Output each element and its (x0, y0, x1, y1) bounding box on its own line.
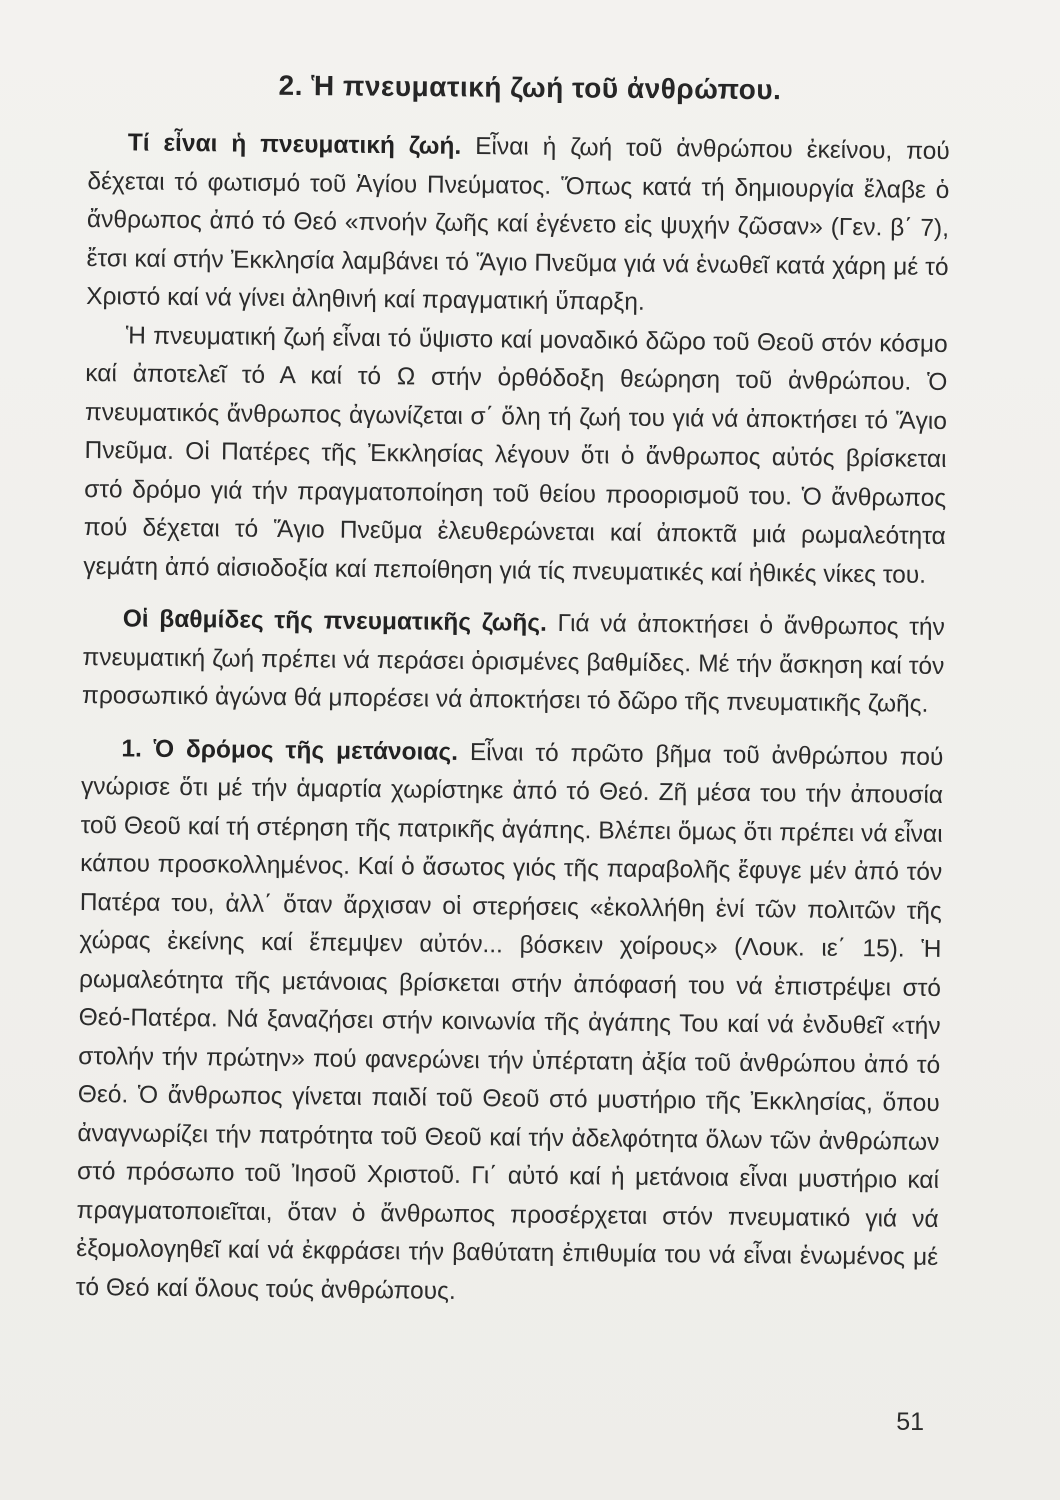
subheading-path-of-repentance: 1. Ὁ δρόμος τῆς μετάνοιας. (121, 734, 459, 766)
page-number: 51 (896, 1408, 924, 1436)
subheading-what-is-spiritual-life: Τί εἶναι ἡ πνευματική ζωή. (127, 129, 462, 160)
paragraph-text: Εἶναι ἡ ζωή τοῦ ἀνθρώπου ἐκείνου, πού δέχεται τό φωτισμό τοῦ Ἁγίου Πνεύματος. Ὅπως κατά τή δημιουργία ἔλαβε ὁ ἄνθρωπος ἀπό τό Θεό «πνοήν ζωῆς καί ἐγένετο εἰς ψυχήν ζῶσαν» (Γεν. β΄ 7), ἔτσι καί στήν Ἐκκλησία λαμβάνει τό Ἅγιο Πνεῦμα γιά νά ἑνωθεῖ κατά χάρη μέ τό Χριστό καί νά γίνει ἀληθινή καί πραγματική ὕπαρξη. (86, 133, 950, 316)
subheading-levels-of-spiritual-life: Οἱ βαθμίδες τῆς πνευματικῆς ζωῆς. (122, 605, 548, 637)
paragraph-spiritual-life-definition (86, 124, 950, 326)
paragraph-spiritual-life-gift: Ἡ πνευματική ζωή εἶναι τό ὕψιστο καί μοναδικό δῶρο τοῦ Θεοῦ στόν κόσμο καί ἀποτελεῖ τό Α καί τό Ω στήν ὀρθόδοξη θεώρηση τοῦ ἀνθρώπου. Ὁ πνευματικός ἄνθρωπος ἀγωνίζεται σ΄ ὅλη τή ζωή του γιά νά ἀποκτήσει τό Ἅγιο Πνεῦμα. Οἱ Πατέρες τῆς Ἐκκλησίας λέγουν ὅτι ὁ ἄνθρωπος αὐτός βρίσκεται στό δρόμο γιά τήν πραγματοποίηση τοῦ θείου προορισμοῦ του. Ὁ ἄνθρωπος πού δέχεται τό Ἅγιο Πνεῦμα ἐλευθερώνεται καί ἀποκτᾶ μιά ρωμαλεότητα γεμάτη ἀπό αἰσιοδοξία καί πεποίθηση γιά τίς πνευματικές καί ἠθικές νίκες του. (83, 321, 948, 589)
paragraph-text: Εἶναι τό πρῶτο βῆμα τοῦ ἀνθρώπου πού γνώρισε ὅτι μέ τήν ἁμαρτία χωρίστηκε ἀπό τό Θεό. Ζῆ μέσα του τήν ἀπουσία τοῦ Θεοῦ καί τή στέρηση τῆς πατρικῆς ἀγάπης. Βλέπει ὅμως ὅτι πρέπει νά εἶναι κάπου προσκολλημένος. Καί ὁ ἄσωτος γιός τῆς παραβολῆς ἔφυγε μέν ἀπό τόν Πατέρα του, ἀλλ΄ ὅταν ἄρχισαν οἱ στερήσεις «ἐκολλήθη ἑνί τῶν πολιτῶν τῆς χώρας ἐκείνης καί ἔπεμψεν αὐτόν... βόσκειν χοίρους» (Λουκ. ιε΄ 15). Ἡ ρωμαλεότητα τῆς μετάνοιας βρίσκεται στήν ἀπόφασή του νά ἐπιστρέψει στό Θεό-Πατέρα. Νά ξαναζήσει στήν κοινωνία τῆς ἀγάπης Του καί νά ἐνδυθεῖ «τήν στολήν τήν πρώτην» πού φανερώνει τήν ὑπέρτατη ἀξία τοῦ ἀνθρώπου ἀπό τό Θεό. Ὁ ἄνθρωπος γίνεται παιδί τοῦ Θεοῦ στό μυστήριο τῆς Ἐκκλησίας, ὅπου ἀναγνωρίζει τήν πατρότητα τοῦ Θεοῦ καί τήν ἀδελφότητα ὅλων τῶν ἀνθρώπων στό πρόσωπο τοῦ Ἰησοῦ Χριστοῦ. Γι΄ αὐτό καί ἡ μετάνοια εἶναι μυστήριο καί πραγματοποιεῖται, ὅταν ὁ ἄνθρωπος προσέρχεται στόν πνευματικό γιά νά ἐξομολογηθεῖ καί νά ἐκφράσει τήν βαθύτατη ἐπιθυμία του νά εἶναι ἑνωμένος μέ τό Θεό καί ὅλους τούς ἀνθρώπους. (75, 738, 944, 1305)
paragraph-repentance (76, 729, 944, 1315)
body-text (76, 124, 950, 1316)
paragraph-levels (82, 600, 945, 725)
page-heading: 2. Ἡ πνευματική ζωή τοῦ ἀνθρώπου. (278, 69, 782, 106)
paragraph-text: Γιά νά ἀποκτήσει ὁ ἄνθρωπος τήν πνευματική ζωή πρέπει νά περάσει ὁρισμένες βαθμίδες. Μέ τήν ἄσκηση καί τόν προσωπικό ἀγώνα θά μπορέσει νά ἀποκτήσει τό δῶρο τῆς πνευματικῆς ζωῆς. (81, 609, 945, 718)
